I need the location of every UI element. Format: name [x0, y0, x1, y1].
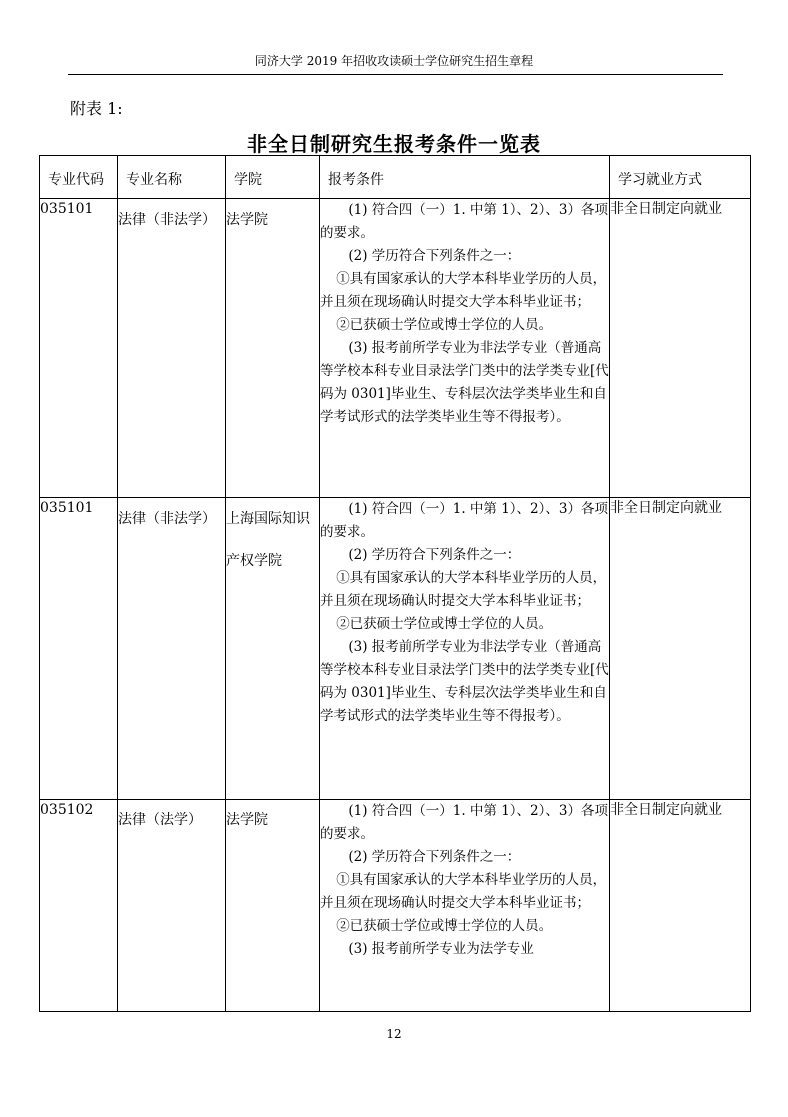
cell-code: 035102	[40, 800, 118, 1012]
table-row	[40, 199, 751, 498]
condition-line: ①具有国家承认的大学本科毕业学历的人员，并且须在现场确认时提交大学本科毕业证书；	[320, 271, 607, 310]
header-rule	[68, 74, 723, 75]
cell-code: 035101	[40, 199, 118, 498]
col-header-mode: 学习就业方式	[610, 156, 751, 199]
condition-line: (3) 报考前所学专业为法学专业	[348, 941, 534, 957]
condition-line: (3) 报考前所学专业为非法学专业（普通高等学校本科专业目录法学门类中的法学类专业[代码为 0301]毕业生、专科层次法学类毕业生和自学考试形式的法学类毕业生等不得报考）。	[320, 340, 609, 425]
condition-line: ②已获硕士学位或博士学位的人员。	[336, 317, 553, 333]
page-header: 同济大学 2019 年招收攻读硕士学位研究生招生章程	[254, 54, 534, 68]
attachment-label: 附表 1:	[70, 99, 123, 118]
col-header-conditions: 报考条件	[320, 156, 610, 199]
table-title: 非全日制研究生报考条件一览表	[247, 132, 541, 156]
condition-line: ②已获硕士学位或博士学位的人员。	[336, 616, 553, 632]
condition-line: (3) 报考前所学专业为非法学专业（普通高等学校本科专业目录法学门类中的法学类专业[代码为 0301]毕业生、专科层次法学类毕业生和自学考试形式的法学类毕业生等不得报考）。	[320, 639, 609, 724]
conditions-table	[39, 155, 751, 1012]
table-header-row	[40, 156, 751, 199]
cell-mode: 非全日制定向就业	[610, 199, 751, 498]
cell-college: 法学院	[226, 199, 320, 498]
cell-conditions	[320, 800, 610, 1012]
cell-college: 法学院	[226, 800, 320, 1012]
condition-line: (2) 学历符合下列条件之一：	[348, 248, 521, 264]
condition-line: ①具有国家承认的大学本科毕业学历的人员，并且须在现场确认时提交大学本科毕业证书；	[320, 872, 607, 911]
condition-line: ①具有国家承认的大学本科毕业学历的人员，并且须在现场确认时提交大学本科毕业证书；	[320, 570, 607, 609]
cell-major: 法律（非法学）	[118, 199, 226, 498]
condition-line: (1) 符合四（一）1. 中第 1）、2）、3）各项的要求。	[320, 803, 608, 842]
table-row	[40, 498, 751, 800]
cell-major: 法律（法学）	[118, 800, 226, 1012]
condition-line: (1) 符合四（一）1. 中第 1）、2）、3）各项的要求。	[320, 501, 608, 540]
cell-mode: 非全日制定向就业	[610, 498, 751, 800]
condition-line: (2) 学历符合下列条件之一：	[348, 849, 521, 865]
condition-line: ②已获硕士学位或博士学位的人员。	[336, 918, 553, 934]
cell-conditions	[320, 199, 610, 498]
cell-college: 上海国际知识产权学院	[226, 498, 320, 800]
col-header-college: 学院	[226, 156, 320, 199]
cell-code: 035101	[40, 498, 118, 800]
col-header-code: 专业代码	[40, 156, 118, 199]
col-header-major: 专业名称	[118, 156, 226, 199]
table-row	[40, 800, 751, 1012]
cell-major: 法律（非法学）	[118, 498, 226, 800]
page-number: 12	[386, 1027, 402, 1041]
cell-conditions	[320, 498, 610, 800]
condition-line: (1) 符合四（一）1. 中第 1）、2）、3）各项的要求。	[320, 202, 608, 241]
cell-mode: 非全日制定向就业	[610, 800, 751, 1012]
condition-line: (2) 学历符合下列条件之一：	[348, 547, 521, 563]
